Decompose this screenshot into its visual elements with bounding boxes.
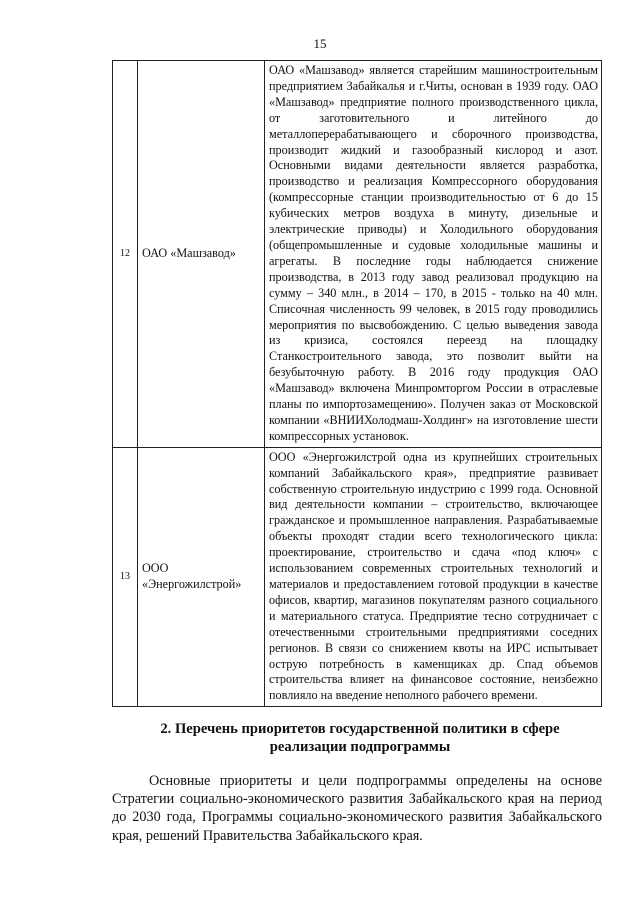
- body-paragraph: Основные приоритеты и цели подпрограммы определены на основе Стратегии социально-экономического развития Забайкальского края на период до 2030 года, Программы социально-экономического развития Забайкальского края, решений Правительства Забайкальского края.: [112, 773, 602, 844]
- enterprise-name: ОАО «Машзавод»: [138, 61, 265, 448]
- enterprise-name: ООО «Энергожилстрой»: [138, 447, 265, 707]
- enterprise-table: [112, 60, 602, 707]
- enterprise-description: [265, 61, 602, 448]
- row-number: 13: [113, 447, 138, 707]
- description-text: ООО «Энергожилстрой одна из крупнейших строительных компаний Забайкальского края», предприятие развивает собственную строительную индустрию с 1999 года. Основной вид деятельности компании – строительство, включающее гражданское и промышленное направления. Разрабатываемые объекты проходят стадии всего технологического цикла: проектирование, строительство и сдача «под ключ» с использованием современных строительных технологий и материалов и предоставлением готовой продукции в качестве офисов, квартир, магазинов покупателям разного социального и материального статуса. Предприятие тесно сотрудничает с отечественными строительными предприятиями соседних регионов. В связи со снижением квоты на ИРС испытывает острую потребность в каменщиках др. Спад объемов строительства влияет на финансовое состояние, неизбежно повлияло на введение неполного рабочего времени.: [269, 449, 598, 703]
- description-text: ОАО «Машзавод» является старейшим машиностроительным предприятием Забайкалья и г.Читы, основан в 1939 году. ОАО «Машзавод» предприятие полного производственного цикла, от заготовительного и литейного до металлоперерабатывающего и сборочного производства, производит жидкий и газообразный кислород и азот. Основными видами деятельности является разработка, производство и реализация Компрессорного оборудования (компрессорные станции производительностью от 6 до 15 кубических метров воздуха в минуту, дизельные и электрические приводы) и Холодильного оборудования (общепромышленные и судовые холодильные машины и агрегаты. В последние годы наблюдается снижение производства, в 2013 году завод реализовал продукцию на сумму – 340 млн., в 2014 – 170, в 2015 - только на 40 млн. Списочная численность 99 человек, в 2015 году проводились мероприятия по высвобождению. С целью выведения завода из кризиса, состоялся переезд на площадку Станкостроительного завода, это позволит выйти на безубыточную работу. В 2016 году продукция ОАО «Машзавод» включена Минпромторгом России в отраслевые планы по импортозамещению». Получен заказ от Московской компании «ВНИИХолодмаш-Холдинг» на изготовление шести компрессорных установок.: [269, 63, 598, 443]
- table-row: [113, 447, 602, 707]
- section-title: 2. Перечень приоритетов государственной политики в сфере реализации подпрограммы: [160, 721, 560, 755]
- enterprise-description: [265, 447, 602, 707]
- row-number: 12: [113, 61, 138, 448]
- table-row: [113, 61, 602, 448]
- page-number: 15: [313, 36, 327, 51]
